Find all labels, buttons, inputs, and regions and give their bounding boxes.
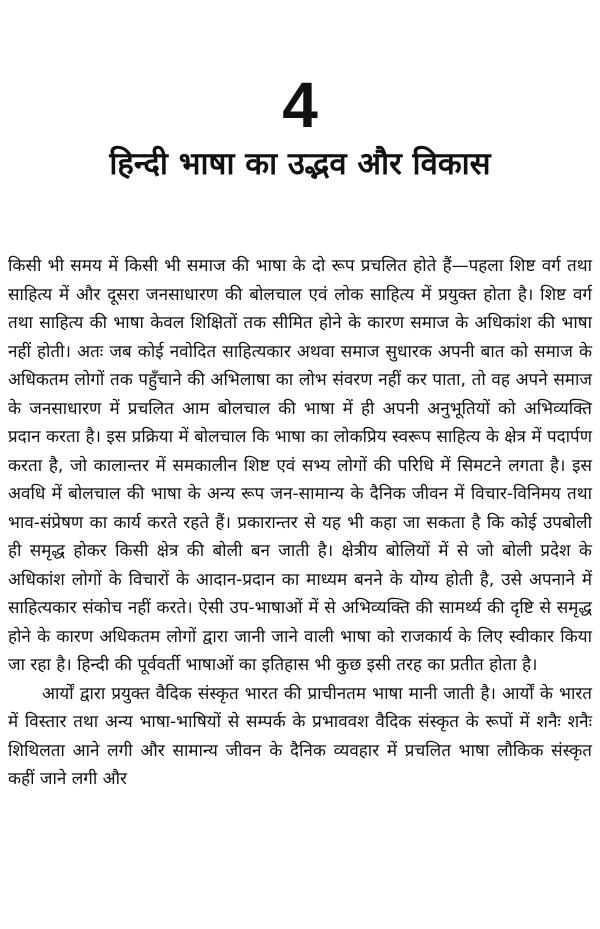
- paragraph-2: आर्यों द्वारा प्रयुक्त वैदिक संस्कृत भारत की प्राचीनतम भाषा मानी जाती है। आर्यों के भारत में विस्तार तथा अन्य भाषा-भाषियों से सम्पर्क के प्रभाववश वैदिक संस्कृत के रूपों में शनैः शनैः शिथिलता आने लगी और सामान्य जीवन के दैनिक व्यवहार में प्रचलित भाषा लौकिक संस्कृत कहीं जाने लगी और: [8, 683, 592, 789]
- chapter-title: हिन्दी भाषा का उद्भव और विकास: [109, 146, 491, 182]
- chapter-number: 4: [282, 69, 318, 141]
- chapter-body: [8, 252, 592, 794]
- paragraph-1: किसी भी समय में किसी भी समाज की भाषा के दो रूप प्रचलित होते हैं—पहला शिष्ट वर्ग तथा साहित्य में और दूसरा जनसाधारण की बोलचाल एवं लोक साहित्य में प्रयुक्त होता है। शिष्ट वर्ग तथा साहित्य की भाषा केवल शिक्षितों तक सीमित होने के कारण समाज के अधिकांश की भाषा नहीं होती। अतः जब कोई नवोदित साहित्यकार अथवा समाज सुधारक अपनी बात को समाज के अधिकतम लोगों तक पहुँचाने की अभिलाषा का लोभ संवरण नहीं कर पाता, तो वह अपने समाज के जनसाधारण में प्रचलित आम बोलचाल की भाषा में ही अपनी अनुभूतियों को अभिव्यक्ति प्रदान करता है। इस प्रक्रिया में बोलचाल कि भाषा का लोकप्रिय स्वरूप साहित्य के क्षेत्र में पदार्पण करता है, जो कालान्तर में समकालीन शिष्ट एवं सभ्य लोगों की परिधि में सिमटने लगता है। इस अवधि में बोलचाल की भाषा के अन्य रूप जन-सामान्य के दैनिक जीवन में विचार-विनिमय तथा भाव-संप्रेषण का कार्य करते रहते हैं। प्रकारान्तर से यह भी कहा जा सकता है कि कोई उपबोली ही समृद्ध होकर किसी क्षेत्र की बोली बन जाती है। क्षेत्रीय बोलियों में से जो बोली प्रदेश के अधिकांश लोगों के विचारों के आदान-प्रदान का माध्यम बनने के योग्य होती है, उसे अपनाने में साहित्यकार संकोच नहीं करते। ऐसी उप-भाषाओं में से अभिव्यक्ति की सामर्थ्य की दृष्टि से समृद्ध होने के कारण अधिकतम लोगों द्वारा जानी जाने वाली भाषा को राजकार्य के लिए स्वीकार किया जा रहा है। हिन्दी की पूर्ववर्ती भाषाओं का इतिहास भी कुछ इसी तरह का प्रतीत होता है।: [8, 256, 592, 675]
